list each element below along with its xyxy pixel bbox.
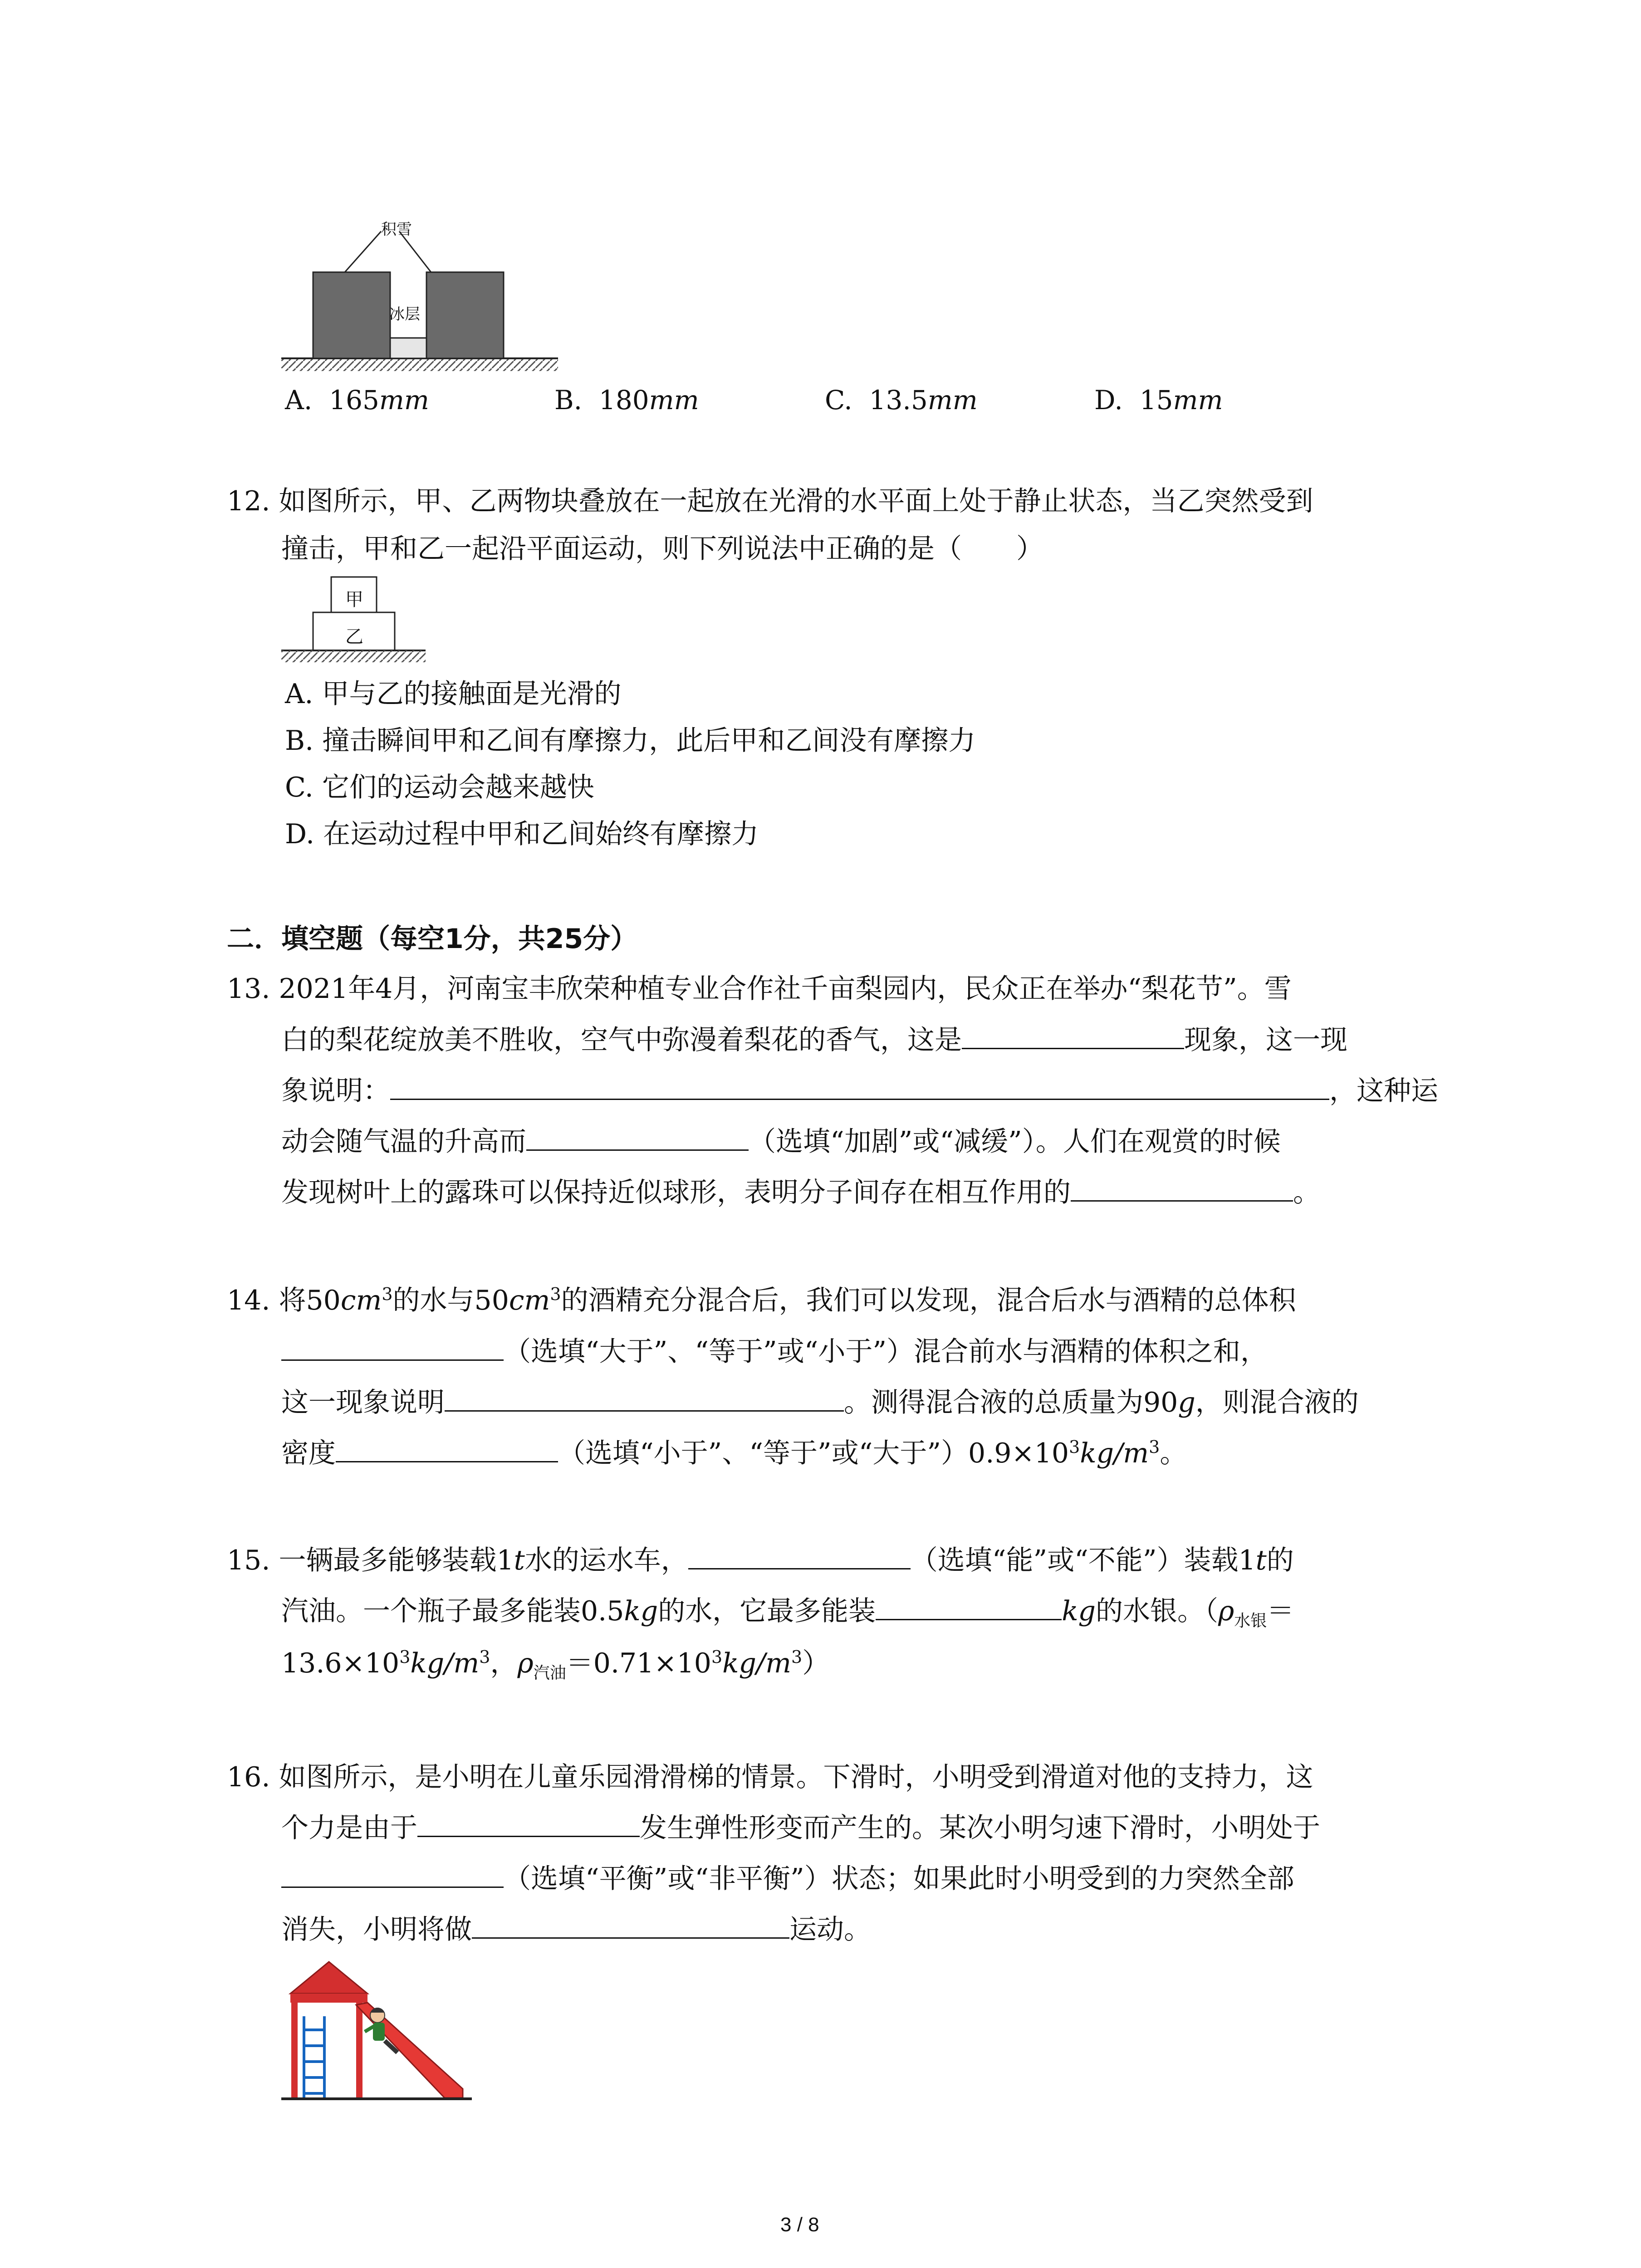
q16-blank-1[interactable] bbox=[417, 1810, 640, 1837]
q14-blank-3[interactable] bbox=[336, 1436, 558, 1462]
label-yi: 乙 bbox=[345, 626, 363, 647]
tower-post-left bbox=[291, 2003, 298, 2098]
label-jia: 甲 bbox=[345, 589, 363, 610]
q14-blank-2[interactable] bbox=[445, 1385, 844, 1412]
tower-post-right bbox=[356, 2003, 362, 2098]
snow-label: 积雪 bbox=[381, 220, 412, 239]
q12-stem-line2: 撞击，甲和乙一起沿平面运动，则下列说法中正确的是（ ） bbox=[281, 533, 1043, 565]
q13-line4: 动会随气温的升高而 （选填“加剧”或“减缓”）。人们在观赏的时候 bbox=[281, 1117, 1281, 1167]
q16-line3: （选填“平衡”或“非平衡”）状态；如果此时小明受到的力突然全部 bbox=[281, 1854, 1294, 1904]
q11-option-d[interactable]: D. 15mm bbox=[1094, 385, 1223, 415]
q14-line4: 密度 （选填“小于”、“等于”或“大于$”)0.9\times 10^3kg/m^3$。 bbox=[281, 1428, 1187, 1478]
tower-beam bbox=[290, 1994, 367, 2003]
q15-line2: 汽油。一个瓶子最多能装0.5kg的水，它最多能装 kg的水银。（$\rho_{水银}=$ bbox=[281, 1586, 1294, 1636]
roof bbox=[290, 1962, 367, 1994]
q11-option-b[interactable]: B. 180mm bbox=[554, 385, 699, 415]
ladder-icon bbox=[304, 2016, 324, 2098]
q13-blank-3[interactable] bbox=[526, 1124, 749, 1151]
q12-option-a[interactable]: A. 甲与乙的接触面是光滑的 bbox=[285, 678, 622, 710]
ground-hatch bbox=[281, 358, 558, 371]
q15-blank-2[interactable] bbox=[876, 1593, 1062, 1620]
q16-line2: 个力是由于 发生弹性形变而产生的。某次小明匀速下滑时，小明处于 bbox=[281, 1803, 1320, 1853]
snow-pointer-left bbox=[345, 231, 381, 272]
q13-line3: 象说明： ，这种运 bbox=[281, 1066, 1438, 1116]
q12-option-c[interactable]: C. 它们的运动会越来越快 bbox=[285, 772, 594, 803]
q11-figure bbox=[281, 209, 563, 376]
page-number: 3 / 8 bbox=[780, 2214, 819, 2236]
q14-line3: 这一现象说明 。测得混合液的总质量为90g，则混合液的 bbox=[281, 1378, 1359, 1427]
slide-figure bbox=[281, 1957, 476, 2107]
ice-label: 冰层 bbox=[389, 305, 420, 323]
q13-line1: 13. 2021年4月，河南宝丰欣荣种植专业合作社千亩梨园内，民众正在举办“梨花节”。雪 bbox=[227, 973, 1292, 1005]
q12-option-b[interactable]: B. 撞击瞬间甲和乙间有摩擦力，此后甲和乙间没有摩擦力 bbox=[285, 725, 976, 757]
q12-stem-line1: 12. 如图所示，甲、乙两物块叠放在一起放在光滑的水平面上处于静止状态，当乙突然受到 bbox=[227, 485, 1313, 517]
q14-line1: 14. 将$50cm^3$的水与$50cm^3$的酒精充分混合后，我们可以发现，混合后水与酒精的总体积 bbox=[227, 1284, 1296, 1316]
q16-line4: 消失，小明将做 运动。 bbox=[281, 1905, 871, 1955]
q13-line2: 白的梨花绽放美不胜收，空气中弥漫着梨花的香气，这是 现象，这一现 bbox=[281, 1015, 1347, 1065]
left-block bbox=[313, 272, 390, 358]
ground-hatch bbox=[281, 650, 426, 662]
q13-blank-1[interactable] bbox=[962, 1022, 1184, 1049]
ice-layer bbox=[390, 338, 426, 358]
q16-blank-3[interactable] bbox=[472, 1912, 789, 1939]
q14-blank-1[interactable] bbox=[281, 1334, 504, 1361]
q11-option-a[interactable]: A. 165mm bbox=[285, 385, 429, 415]
q16-line1: 16. 如图所示，是小明在儿童乐园滑滑梯的情景。下滑时，小明受到滑道对他的支持力，这 bbox=[227, 1761, 1313, 1793]
q14-line2: （选填“大于”、“等于”或“小于”）混合前水与酒精的体积之和， bbox=[281, 1327, 1268, 1377]
q11-option-c[interactable]: C. 13.5mm bbox=[825, 385, 978, 415]
section-2-title: 二．填空题（每空1分，共25分） bbox=[227, 923, 638, 955]
right-block bbox=[426, 272, 504, 358]
q15-line3: $13.6\times 10^3kg/m^3$，$\rho_{汽油}=0.71\times 10^3kg/m^3$） bbox=[281, 1647, 830, 1682]
q13-blank-2[interactable] bbox=[390, 1073, 1329, 1100]
q13-line5: 发现树叶上的露珠可以保持近似球形，表明分子间存在相互作用的 。 bbox=[281, 1168, 1320, 1217]
q12-option-d[interactable]: D. 在运动过程中甲和乙间始终有摩擦力 bbox=[285, 818, 759, 850]
q13-blank-4[interactable] bbox=[1071, 1175, 1293, 1202]
q16-blank-2[interactable] bbox=[281, 1861, 504, 1888]
q15-line1: 15. 一辆最多能够装载1t水的运水车， （选填“能”或“不能”）装载1t的 bbox=[227, 1535, 1294, 1585]
q15-blank-1[interactable] bbox=[688, 1543, 911, 1569]
